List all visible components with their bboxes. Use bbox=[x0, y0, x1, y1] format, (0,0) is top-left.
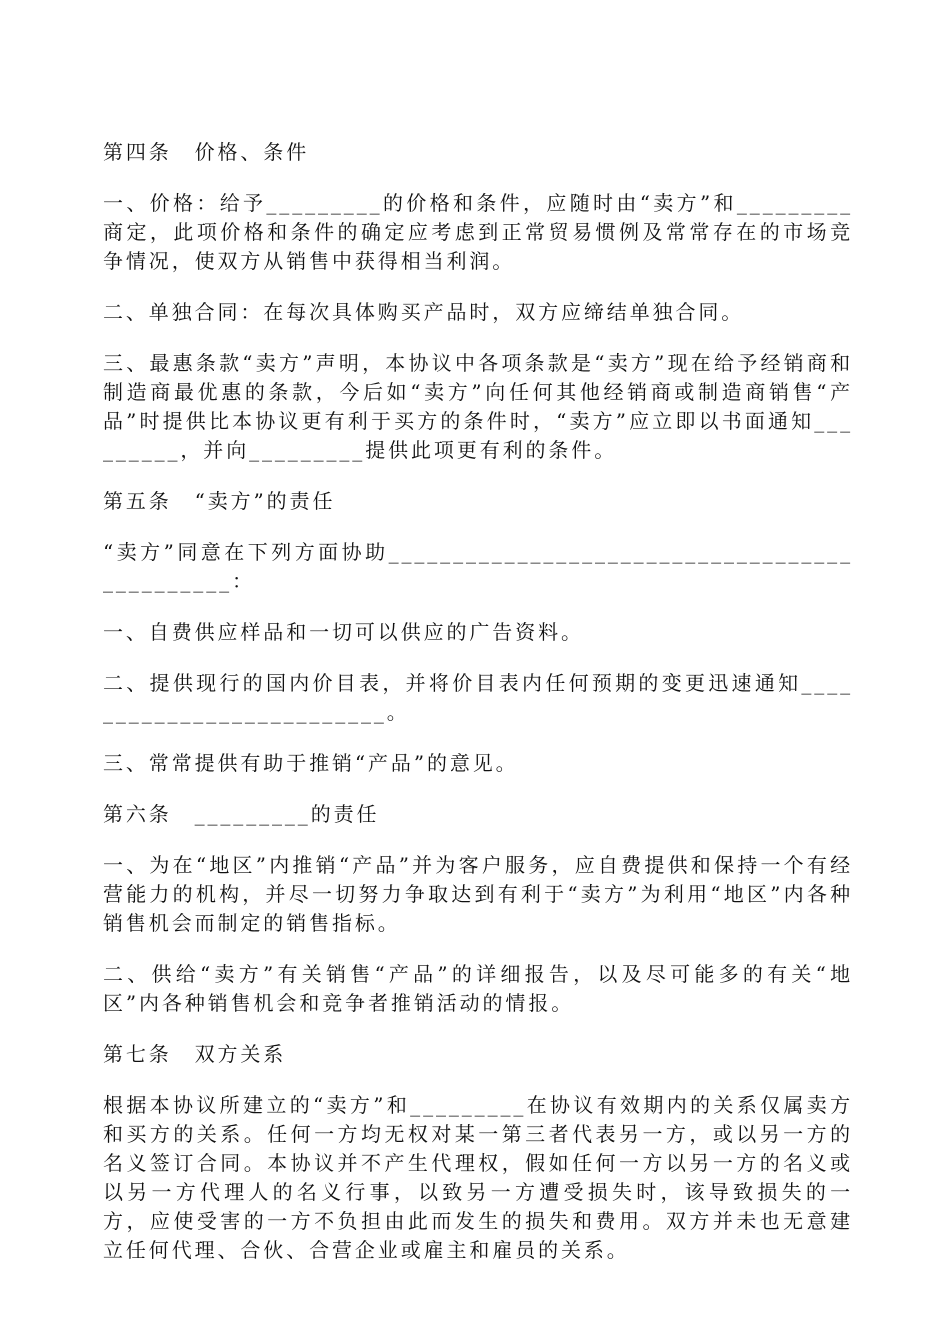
article-5-intro: “卖方”同意在下列方面协助______________________________________________： bbox=[103, 540, 853, 593]
article-4-price-paragraph: 一、价格：给予_________的价格和条件，应随时由“卖方”和_________商定，此项价格和条件的确定应考虑到正常贸易惯例及常常存在的市场竞争情况，使双方从销售中获得相当利润。 bbox=[103, 191, 853, 273]
article-5-item-2: 二、提供现行的国内价目表，并将价目表内任何预期的变更迅速通知__________________________。 bbox=[103, 671, 853, 724]
article-6-item-1: 一、为在“地区”内推销“产品”并为客户服务，应自费提供和保持一个有经营能力的机构，并尽一切努力争取达到有利于“卖方”为利用“地区”内各种销售机会而制定的销售指标。 bbox=[103, 853, 853, 935]
article-7-heading: 第七条 双方关系 bbox=[103, 1042, 287, 1066]
document-page bbox=[103, 138, 853, 1287]
article-4-mfn-paragraph: 三、最惠条款“卖方”声明，本协议中各项条款是“卖方”现在给予经销商和制造商最优惠的条款，今后如“卖方”向任何其他经销商或制造商销售“产品”时提供比本协议更有利于买方的条件时，“卖方”应立即以书面通知_________，并向_________提供此项更有利的条件。 bbox=[103, 351, 853, 462]
article-4-heading: 第四条 价格、条件 bbox=[103, 140, 310, 164]
article-6-item-2: 二、供给“卖方”有关销售“产品”的详细报告，以及尽可能多的有关“地区”内各种销售机会和竞争者推销活动的情报。 bbox=[103, 962, 853, 1015]
article-5-item-1: 一、自费供应样品和一切可以供应的广告资料。 bbox=[103, 620, 584, 644]
article-7-paragraph: 根据本协议所建立的“卖方”和_________在协议有效期内的关系仅属卖方和买方的关系。任何一方均无权对某一第三者代表另一方，或以另一方的名义签订合同。本协议并不产生代理权，假如任何一方以另一方的名义或以另一方代理人的名义行事，以致另一方遭受损失时，该导致损失的一方，应使受害的一方不负担由此而发生的损失和费用。双方并未也无意建立任何代理、合伙、合营企业或雇主和雇员的关系。 bbox=[103, 1093, 853, 1262]
article-4-contract-paragraph: 二、单独合同：在每次具体购买产品时，双方应缔结单独合同。 bbox=[103, 300, 745, 324]
article-5-heading: 第五条 “卖方”的责任 bbox=[103, 489, 336, 513]
article-6-heading: 第六条 _________的责任 bbox=[103, 802, 380, 826]
article-5-item-3: 三、常常提供有助于推销“产品”的意见。 bbox=[103, 751, 519, 775]
